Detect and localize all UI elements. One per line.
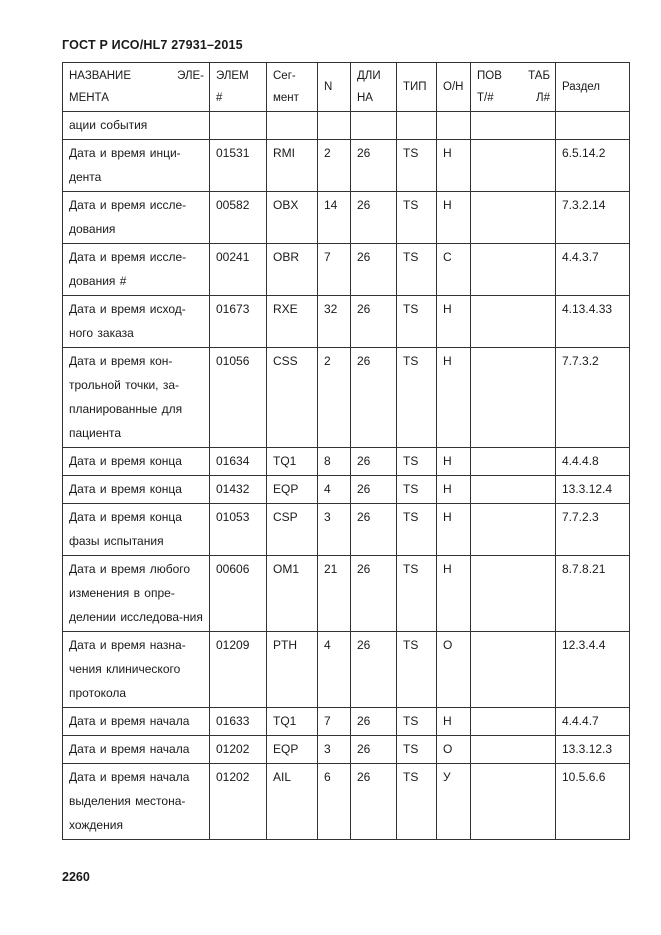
table-row (63, 556, 630, 632)
table-row (63, 708, 630, 736)
cell-type (397, 112, 437, 140)
cell-type: TS (397, 140, 437, 192)
cell-on: Н (437, 556, 471, 632)
cell-rep (471, 112, 556, 140)
cell-length: 26 (351, 244, 397, 296)
cell-type: TS (397, 556, 437, 632)
cell-elem: 01209 (210, 632, 267, 708)
cell-name: Дата и время кон-трольной точки, за-планированные для пациента (63, 348, 210, 448)
cell-on: О (437, 632, 471, 708)
cell-type: TS (397, 764, 437, 840)
cell-section: 7.7.3.2 (556, 348, 630, 448)
cell-length: 26 (351, 140, 397, 192)
cell-on: Н (437, 504, 471, 556)
cell-length: 26 (351, 348, 397, 448)
table-row (63, 192, 630, 244)
cell-rep (471, 244, 556, 296)
cell-n: 6 (318, 764, 351, 840)
cell-on: У (437, 764, 471, 840)
cell-name: Дата и время любого изменения в опре-делении исследова-ния (63, 556, 210, 632)
cell-n: 7 (318, 708, 351, 736)
cell-rep (471, 736, 556, 764)
cell-name: Дата и время конца (63, 448, 210, 476)
cell-type: TS (397, 736, 437, 764)
table-row (63, 296, 630, 348)
cell-elem: 01432 (210, 476, 267, 504)
cell-name: Дата и время начала (63, 736, 210, 764)
cell-section: 7.3.2.14 (556, 192, 630, 244)
data-elements-table (62, 62, 630, 840)
cell-section (556, 112, 630, 140)
table-row (63, 504, 630, 556)
cell-type: TS (397, 192, 437, 244)
cell-segment: CSP (267, 504, 318, 556)
cell-elem: 01202 (210, 736, 267, 764)
cell-name: Дата и время начала (63, 708, 210, 736)
col-header-length: ДЛИ НА (351, 63, 397, 112)
cell-rep (471, 708, 556, 736)
cell-n: 4 (318, 476, 351, 504)
cell-on: Н (437, 448, 471, 476)
cell-n: 3 (318, 736, 351, 764)
cell-section: 4.4.3.7 (556, 244, 630, 296)
cell-name: Дата и время инци-дента (63, 140, 210, 192)
cell-rep (471, 348, 556, 448)
cell-on: Н (437, 296, 471, 348)
cell-on: Н (437, 192, 471, 244)
cell-section: 12.3.4.4 (556, 632, 630, 708)
cell-length: 26 (351, 192, 397, 244)
cell-on: О (437, 736, 471, 764)
cell-n: 21 (318, 556, 351, 632)
cell-name: Дата и время назна-чения клинического протокола (63, 632, 210, 708)
cell-on: Н (437, 348, 471, 448)
cell-name: Дата и время конца (63, 476, 210, 504)
cell-type: TS (397, 244, 437, 296)
cell-n (318, 112, 351, 140)
table-row (63, 448, 630, 476)
cell-length: 26 (351, 632, 397, 708)
col-header-on: О/Н (437, 63, 471, 112)
cell-segment: OBX (267, 192, 318, 244)
cell-length (351, 112, 397, 140)
cell-rep (471, 504, 556, 556)
cell-rep (471, 296, 556, 348)
cell-segment: EQP (267, 476, 318, 504)
cell-elem: 01673 (210, 296, 267, 348)
cell-segment: TQ1 (267, 708, 318, 736)
cell-segment: TQ1 (267, 448, 318, 476)
cell-length: 26 (351, 448, 397, 476)
col-header-type: ТИП (397, 63, 437, 112)
col-header-segment: Сег- мент (267, 63, 318, 112)
cell-elem: 01056 (210, 348, 267, 448)
cell-name: Дата и время начала выделения местона-хождения (63, 764, 210, 840)
cell-segment (267, 112, 318, 140)
cell-length: 26 (351, 764, 397, 840)
cell-n: 4 (318, 632, 351, 708)
cell-name: Дата и время иссле-дования (63, 192, 210, 244)
cell-n: 2 (318, 140, 351, 192)
table-header-row (63, 63, 630, 112)
cell-type: TS (397, 632, 437, 708)
cell-type: TS (397, 348, 437, 448)
cell-rep (471, 448, 556, 476)
cell-section: 4.4.4.8 (556, 448, 630, 476)
cell-rep (471, 632, 556, 708)
cell-length: 26 (351, 504, 397, 556)
cell-length: 26 (351, 296, 397, 348)
cell-section: 4.13.4.33 (556, 296, 630, 348)
cell-rep (471, 556, 556, 632)
cell-name: Дата и время иссле-дования # (63, 244, 210, 296)
table-row (63, 244, 630, 296)
cell-length: 26 (351, 476, 397, 504)
document-header: ГОСТ Р ИСО/HL7 27931–2015 (62, 38, 243, 52)
col-header-n: N (318, 63, 351, 112)
cell-length: 26 (351, 736, 397, 764)
cell-segment: CSS (267, 348, 318, 448)
cell-elem: 00241 (210, 244, 267, 296)
cell-on: Н (437, 140, 471, 192)
cell-elem: 00606 (210, 556, 267, 632)
table-row (63, 476, 630, 504)
col-header-elem: ЭЛЕМ # (210, 63, 267, 112)
cell-segment: RXE (267, 296, 318, 348)
table-row (63, 140, 630, 192)
cell-section: 6.5.14.2 (556, 140, 630, 192)
table-row (63, 736, 630, 764)
cell-n: 14 (318, 192, 351, 244)
table-row (63, 764, 630, 840)
cell-elem: 00582 (210, 192, 267, 244)
cell-section: 13.3.12.4 (556, 476, 630, 504)
cell-n: 3 (318, 504, 351, 556)
cell-type: TS (397, 504, 437, 556)
cell-section: 13.3.12.3 (556, 736, 630, 764)
cell-rep (471, 140, 556, 192)
cell-on (437, 112, 471, 140)
cell-on: Н (437, 708, 471, 736)
col-header-section: Раздел (556, 63, 630, 112)
table-row (63, 632, 630, 708)
cell-section: 10.5.6.6 (556, 764, 630, 840)
cell-rep (471, 476, 556, 504)
col-header-rep-table: ПОВ ТАБ Т/# Л# (471, 63, 556, 112)
cell-section: 8.7.8.21 (556, 556, 630, 632)
cell-rep (471, 192, 556, 244)
table-row (63, 112, 630, 140)
cell-elem: 01053 (210, 504, 267, 556)
cell-elem (210, 112, 267, 140)
page-number: 2260 (62, 870, 90, 884)
cell-n: 7 (318, 244, 351, 296)
cell-segment: RMI (267, 140, 318, 192)
cell-name: Дата и время конца фазы испытания (63, 504, 210, 556)
cell-elem: 01633 (210, 708, 267, 736)
cell-elem: 01202 (210, 764, 267, 840)
table-row (63, 348, 630, 448)
cell-on: С (437, 244, 471, 296)
cell-type: TS (397, 296, 437, 348)
cell-on: Н (437, 476, 471, 504)
cell-segment: EQP (267, 736, 318, 764)
col-header-name: НАЗВАНИЕ ЭЛЕ- МЕНТА (63, 63, 210, 112)
cell-rep (471, 764, 556, 840)
cell-type: TS (397, 476, 437, 504)
cell-name: Дата и время исход-ного заказа (63, 296, 210, 348)
cell-n: 2 (318, 348, 351, 448)
cell-elem: 01531 (210, 140, 267, 192)
cell-length: 26 (351, 708, 397, 736)
cell-name: ации события (63, 112, 210, 140)
cell-type: TS (397, 448, 437, 476)
cell-elem: 01634 (210, 448, 267, 476)
cell-length: 26 (351, 556, 397, 632)
cell-n: 8 (318, 448, 351, 476)
cell-n: 32 (318, 296, 351, 348)
cell-section: 4.4.4.7 (556, 708, 630, 736)
cell-segment: AIL (267, 764, 318, 840)
cell-section: 7.7.2.3 (556, 504, 630, 556)
cell-segment: OM1 (267, 556, 318, 632)
cell-segment: OBR (267, 244, 318, 296)
cell-segment: PTH (267, 632, 318, 708)
cell-type: TS (397, 708, 437, 736)
